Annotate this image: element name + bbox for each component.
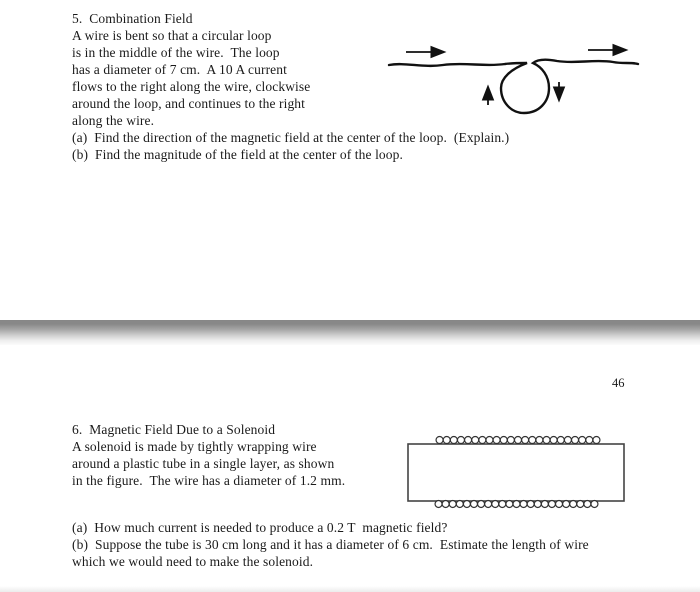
wire-coil-circle <box>548 501 555 508</box>
wire-coil-circle <box>520 501 527 508</box>
problem-6-title: 6. Magnetic Field Due to a Solenoid <box>72 422 276 437</box>
text-line: A wire is bent so that a circular loop <box>72 28 272 43</box>
wire-coil-circle <box>584 501 591 508</box>
problem-6-text-block <box>72 421 432 489</box>
solenoid-figure <box>400 428 640 514</box>
problem-5-part-b: (b) Find the magnitude of the field at the center of the loop. <box>72 147 403 162</box>
wire-coil-circle <box>570 501 577 508</box>
wire-coil-circle <box>557 436 564 443</box>
wire-coil-circle <box>541 501 548 508</box>
page-break-divider <box>0 320 700 345</box>
problem-6-part-b: (b) Suppose the tube is 30 cm long and it has a diameter of 6 cm. Estimate the length of wire <box>72 537 589 552</box>
wire-coil-circle <box>543 436 550 443</box>
text-line: A solenoid is made by tightly wrapping wire <box>72 439 317 454</box>
solenoid-tube-rect <box>408 444 624 501</box>
wire-coil-circle <box>572 436 579 443</box>
text-line: around the loop, and continues to the right <box>72 96 306 111</box>
wire-coil-circle <box>527 501 534 508</box>
wire-coil-circle <box>550 436 557 443</box>
wire-coil-circle <box>492 501 499 508</box>
wire-coil-circle <box>513 501 520 508</box>
wire-coil-circle <box>456 501 463 508</box>
wire-coil-circle <box>449 501 456 508</box>
wire-coil-circle <box>463 501 470 508</box>
wire-coil-circle <box>499 501 506 508</box>
wire-coil-circle <box>586 436 593 443</box>
wire-coil-circle <box>522 436 529 443</box>
wire-coil-circle <box>556 501 563 508</box>
wire-coil-circle <box>435 501 442 508</box>
text-line: along the wire. <box>72 113 155 128</box>
wire-coil-circle <box>579 436 586 443</box>
wire-coil-circle <box>591 501 598 508</box>
wire-coil-circle <box>485 501 492 508</box>
text-line: flows to the right along the wire, clockwise <box>72 79 311 94</box>
wire-coil-circle <box>563 501 570 508</box>
wire-loop-figure <box>385 30 645 128</box>
text-line: is in the middle of the wire. The loop <box>72 45 280 60</box>
page-number: 46 <box>612 376 625 390</box>
problem-6-questions-block <box>72 519 672 570</box>
wire-coil-circle <box>493 436 500 443</box>
wire-coil-circle <box>514 436 521 443</box>
wire-coil-circle <box>534 501 541 508</box>
wire-coil-circle <box>470 501 477 508</box>
wire-coil-circle <box>465 436 472 443</box>
wire-coil-circle <box>457 436 464 443</box>
wire-with-loop-path <box>389 60 638 113</box>
wire-coil-circle <box>577 501 584 508</box>
wire-coil-circle <box>450 436 457 443</box>
wire-coil-circle <box>478 501 485 508</box>
wire-coil-circle <box>436 436 443 443</box>
wire-coil-circle <box>442 501 449 508</box>
wire-coil-circle <box>507 436 514 443</box>
wire-coil-circle <box>486 436 493 443</box>
bottom-edge-shadow <box>0 586 700 592</box>
wire-coil-circle <box>564 436 571 443</box>
text-line: which we would need to make the solenoid. <box>72 554 314 569</box>
text-line: in the figure. The wire has a diameter of 1.2 mm. <box>72 473 346 488</box>
problem-5-title: 5. Combination Field <box>72 11 193 26</box>
problem-5-part-a: (a) Find the direction of the magnetic field at the center of the loop. (Explain.) <box>72 130 510 145</box>
wire-coil-circle <box>593 436 600 443</box>
text-line: has a diameter of 7 cm. A 10 A current <box>72 62 287 77</box>
solenoid-coils-top <box>436 436 600 443</box>
solenoid-coils-bottom <box>435 501 598 508</box>
problem-6-part-a: (a) How much current is needed to produce a 0.2 T magnetic field? <box>72 520 448 535</box>
wire-coil-circle <box>443 436 450 443</box>
wire-coil-circle <box>472 436 479 443</box>
wire-coil-circle <box>500 436 507 443</box>
wire-coil-circle <box>479 436 486 443</box>
text-line: around a plastic tube in a single layer, as shown <box>72 456 335 471</box>
wire-coil-circle <box>506 501 513 508</box>
wire-coil-circle <box>536 436 543 443</box>
wire-coil-circle <box>529 436 536 443</box>
